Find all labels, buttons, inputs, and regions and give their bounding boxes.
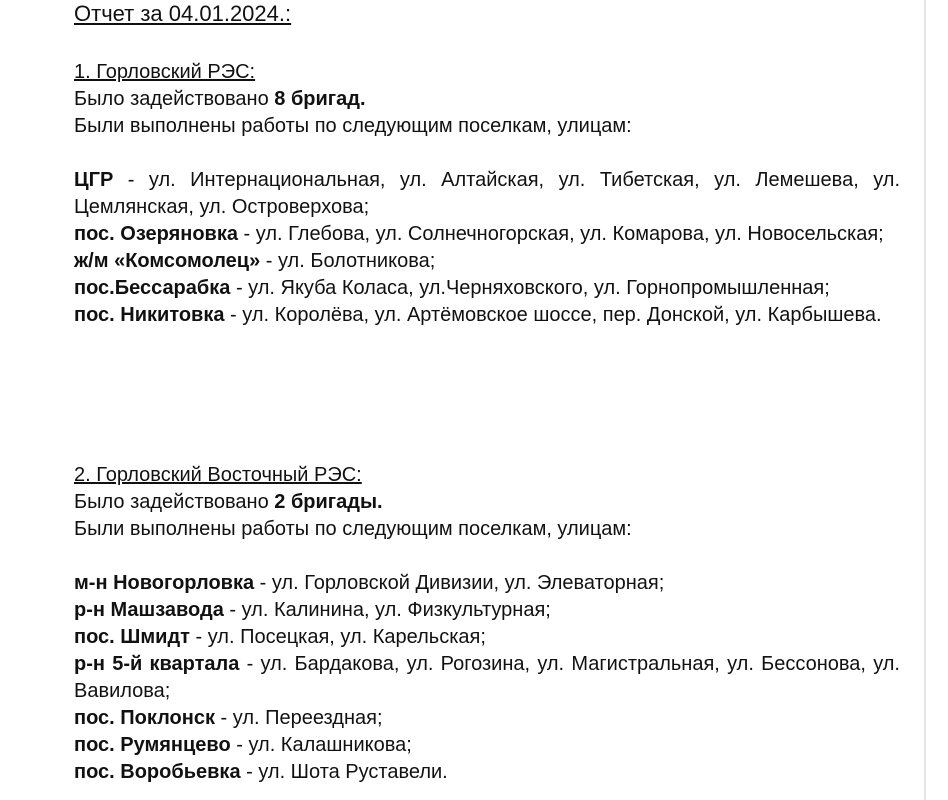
brigades-count: 2 бригады. bbox=[274, 491, 383, 513]
section-gorlovka-res bbox=[74, 59, 900, 329]
settlement-name: ж/м «Комсомолец» bbox=[74, 250, 261, 272]
settlement-name: р-н 5-й квартала bbox=[74, 653, 240, 675]
spacer bbox=[74, 140, 900, 167]
brigades-line bbox=[74, 86, 900, 113]
settlement-name: пос. Никитовка bbox=[74, 304, 225, 326]
settlement-name: пос. Озеряновка bbox=[74, 223, 238, 245]
street-list: - ул. Горловской Дивизии, ул. Элеваторная; bbox=[254, 572, 665, 594]
street-list: - ул. Болотникова; bbox=[260, 250, 436, 272]
settlement-name: пос.Бессарабка bbox=[74, 277, 231, 299]
street-list: - ул. Якуба Коласа, ул.Черняховского, ул. Горнопромышленная; bbox=[230, 277, 830, 299]
report-title: Отчет за 04.01.2024.: bbox=[74, 1, 292, 26]
section-heading: 2. Горловский Восточный РЭС: bbox=[74, 464, 362, 486]
settlement-name: пос. Шмидт bbox=[74, 626, 190, 648]
settlement-entry bbox=[74, 302, 900, 329]
settlement-name: ЦГР bbox=[74, 169, 114, 191]
street-list: - ул. Королёва, ул. Артёмовское шоссе, пер. Донской, ул. Карбышева. bbox=[224, 304, 882, 326]
settlement-entry bbox=[74, 275, 900, 302]
section-gorlovka-east-res bbox=[74, 462, 900, 786]
street-list: - ул. Бардакова, ул. Рогозина, ул. Магистральная, ул. Бессонова, ул. Вавилова; bbox=[74, 653, 900, 702]
work-intro: Были выполнены работы по следующим поселкам, улицам: bbox=[74, 518, 632, 540]
settlement-entry bbox=[74, 732, 900, 759]
settlement-name: пос. Воробьевка bbox=[74, 761, 241, 783]
street-list: - ул. Переездная; bbox=[215, 707, 383, 729]
work-intro: Были выполнены работы по следующим поселкам, улицам: bbox=[74, 115, 632, 137]
brigades-line bbox=[74, 489, 900, 516]
brigades-count: 8 бригад. bbox=[274, 88, 366, 110]
settlement-entry bbox=[74, 624, 900, 651]
settlement-name: пос. Румянцево bbox=[74, 734, 231, 756]
settlement-entry bbox=[74, 597, 900, 624]
settlement-entry bbox=[74, 570, 900, 597]
spacer bbox=[74, 543, 900, 570]
settlement-name: м-н Новогорловка bbox=[74, 572, 255, 594]
settlement-entry bbox=[74, 759, 900, 786]
street-list: - ул. Посецкая, ул. Карельская; bbox=[189, 626, 486, 648]
page-edge bbox=[924, 0, 926, 800]
street-list: - ул. Интернациональная, ул. Алтайская, ул. Тибетская, ул. Лемешева, ул. Цемлянская, ул. Островерхова; bbox=[74, 169, 900, 218]
brigades-label: Было задействовано bbox=[74, 491, 275, 513]
settlement-entry bbox=[74, 221, 900, 248]
street-list: - ул. Глебова, ул. Солнечногорская, ул. Комарова, ул. Новосельская; bbox=[237, 223, 884, 245]
settlement-entry bbox=[74, 705, 900, 732]
settlement-entry bbox=[74, 167, 900, 221]
settlement-entry bbox=[74, 248, 900, 275]
brigades-label: Было задействовано bbox=[74, 88, 275, 110]
settlement-name: р-н Машзавода bbox=[74, 599, 224, 621]
settlement-name: пос. Поклонск bbox=[74, 707, 215, 729]
settlement-entry bbox=[74, 651, 900, 705]
street-list: - ул. Калашникова; bbox=[230, 734, 412, 756]
street-list: - ул. Калинина, ул. Физкультурная; bbox=[223, 599, 551, 621]
street-list: - ул. Шота Руставели. bbox=[240, 761, 448, 783]
section-heading: 1. Горловский РЭС: bbox=[74, 61, 256, 83]
